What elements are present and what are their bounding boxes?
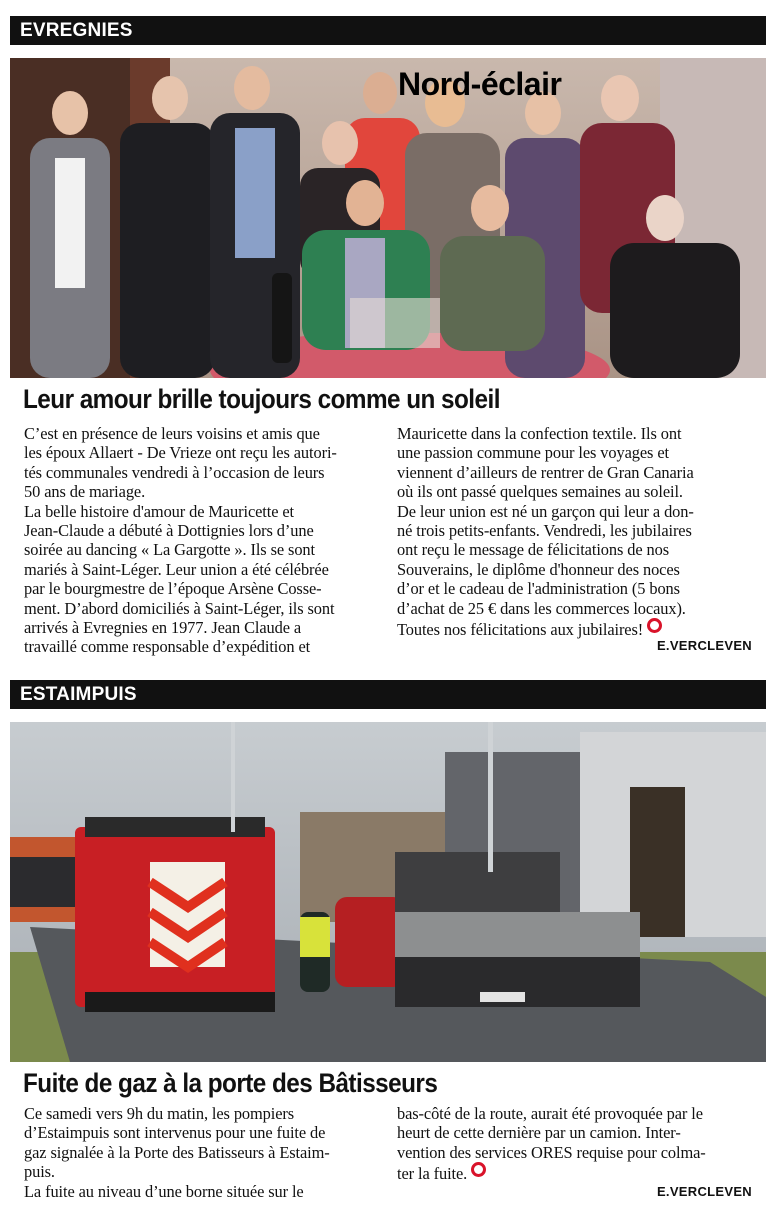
text-line: tés communales vendredi à l’occasion de leurs — [24, 462, 325, 482]
article1-byline: E.VERCLEVEN — [656, 638, 752, 653]
text-line — [397, 618, 762, 639]
photo-jubilee-illustration — [10, 58, 766, 378]
text-line: vention des services ORES requise pour colma- — [397, 1142, 706, 1162]
article2-byline: E.VERCLEVEN — [656, 1184, 752, 1199]
section-bar-estaimpuis: ESTAIMPUIS — [10, 680, 766, 709]
text-line: puis. — [24, 1162, 55, 1182]
text-line: viennent d’ailleurs de rentrer de Gran Canaria — [397, 462, 694, 482]
text-line: ont reçu le message de félicitations de nos — [397, 540, 669, 560]
text-line: 50 ans de mariage. — [24, 482, 146, 502]
text-line: heurt de cette dernière par un camion. Inter- — [397, 1123, 681, 1143]
text-line — [397, 1162, 762, 1183]
section-bar-evregnies: EVREGNIES — [10, 16, 766, 45]
end-of-article-icon — [647, 618, 662, 633]
text-line: La belle histoire d'amour de Mauricette et — [24, 501, 294, 521]
text-line: bas-côté de la route, aurait été provoquée par le — [397, 1104, 703, 1123]
photo-jubilee-group — [10, 58, 766, 378]
article1-column-1 — [24, 424, 384, 657]
photo-gas-leak-scene — [10, 722, 766, 1062]
text-line: Souverains, le diplôme d'honneur des noces — [397, 559, 680, 579]
text-line: ment. D’abord domiciliés à Saint-Léger, ils sont — [24, 598, 335, 618]
text-line: gaz signalée à la Porte des Batisseurs à Estaim- — [24, 1142, 330, 1162]
text-line: d’Estaimpuis sont intervenus pour une fuite de — [24, 1123, 326, 1143]
article2-column-2 — [397, 1104, 762, 1184]
text-line: Ce samedi vers 9h du matin, les pompiers — [24, 1104, 295, 1123]
text-line: soirée au dancing « La Gargotte ». Ils se sont — [24, 540, 315, 560]
article2-column-1 — [24, 1104, 384, 1201]
text-line: La fuite au niveau d’une borne située sur le — [24, 1181, 304, 1201]
text-line: Mauricette dans la confection textile. Ils ont — [397, 424, 682, 443]
photo-gas-leak-illustration — [10, 722, 766, 1062]
text-line: une passion commune pour les voyages et — [397, 443, 669, 463]
text-line-content: Toutes nos félicitations aux jubilaires! — [397, 620, 644, 640]
text-line: mariés à Saint-Léger. Leur union a été célébrée — [24, 559, 329, 579]
text-line: où ils ont passé quelques semaines au soleil. — [397, 482, 683, 502]
text-line: C’est en présence de leurs voisins et amis que — [24, 424, 320, 443]
photo-watermark: Nord-éclair — [398, 66, 562, 102]
text-line: né trois petits-enfants. Vendredi, les jubilaires — [397, 521, 692, 541]
text-line: Jean-Claude a débuté à Dottignies lors d’une — [24, 521, 314, 541]
article2-headline: Fuite de gaz à la porte des Bâtisseurs — [23, 1068, 438, 1098]
text-line: par le bourgmestre de l’époque Arsène Cosse- — [24, 579, 322, 599]
article1-column-2 — [397, 424, 762, 639]
text-line: De leur union est né un garçon qui leur a don- — [397, 501, 694, 521]
text-line: arrivés à Evregnies en 1977. Jean Claude a — [24, 618, 302, 638]
text-line: les époux Allaert - De Vrieze ont reçu les autori- — [24, 443, 337, 463]
article1-headline: Leur amour brille toujours comme un soleil — [23, 384, 500, 414]
text-line: d’achat de 25 € dans les commerces locaux). — [397, 598, 686, 618]
text-line-content: ter la fuite. — [397, 1164, 468, 1184]
text-line: travaillé comme responsable d’expédition et — [24, 637, 311, 657]
text-line: d’or et le cadeau de l'administration (5 bons — [397, 579, 680, 599]
end-of-article-icon — [471, 1162, 486, 1177]
